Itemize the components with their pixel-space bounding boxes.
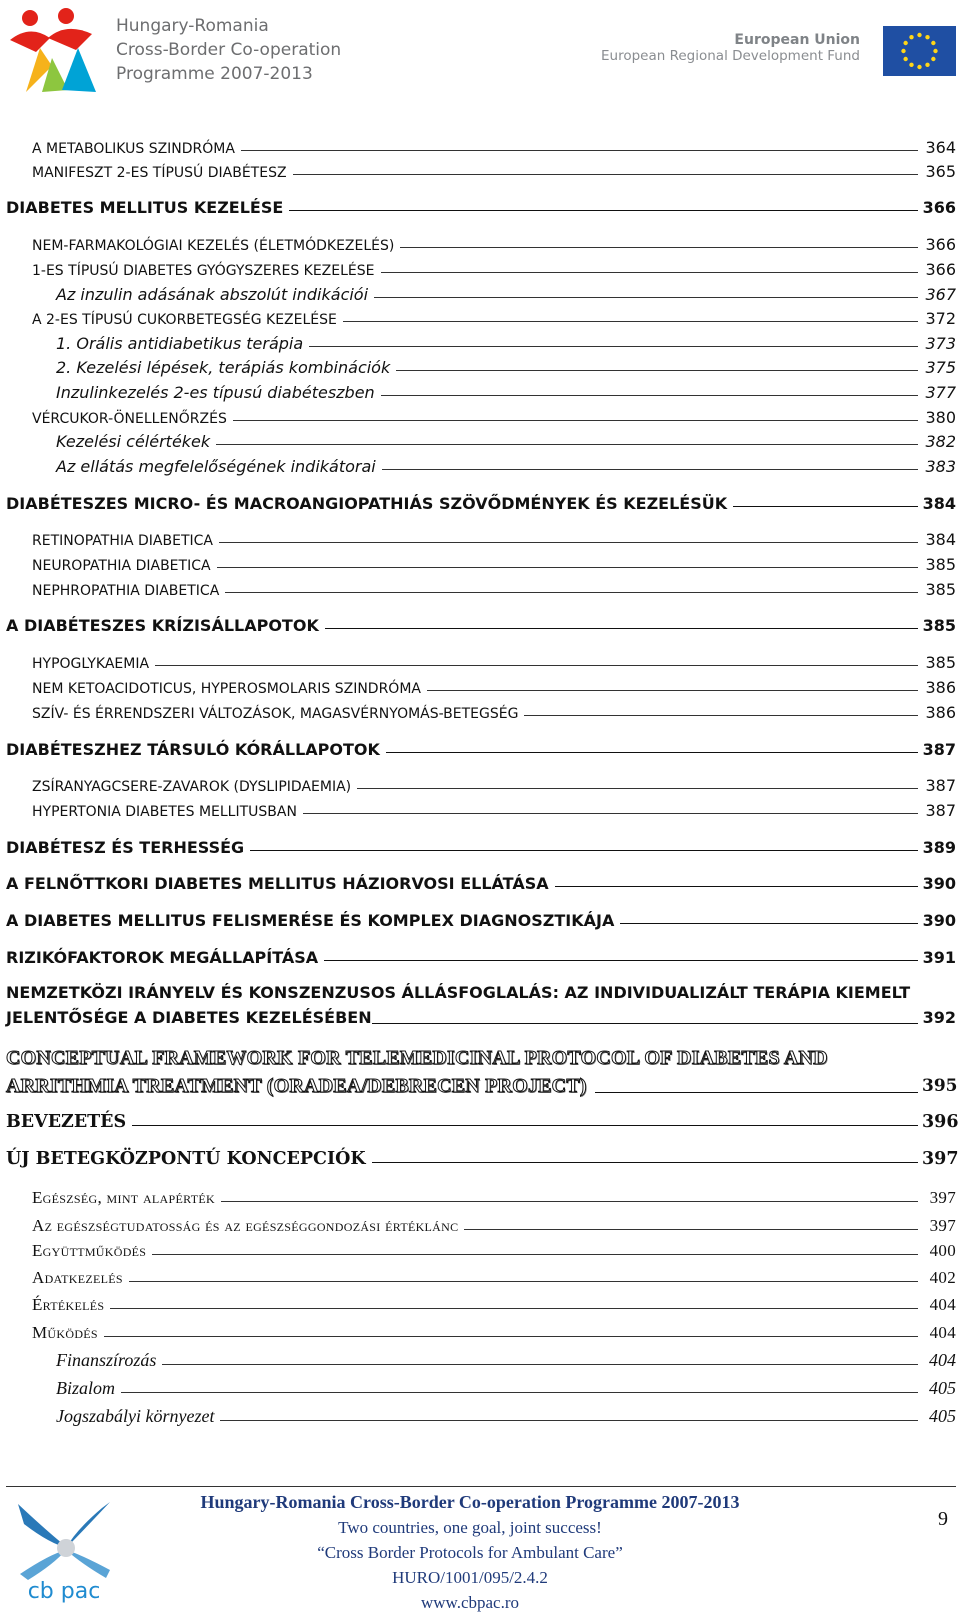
eu-star-icon <box>903 41 907 45</box>
toc-leader-line <box>132 1124 918 1126</box>
toc-entry[interactable] <box>6 616 956 635</box>
toc-entry[interactable] <box>6 530 956 549</box>
toc-leader-line <box>374 296 918 298</box>
toc-leader-line <box>324 959 918 961</box>
toc-entry-title: ÚJ BETEGKÖZPONTÚ KONCEPCIÓK <box>6 1149 366 1169</box>
toc-entry[interactable] <box>6 874 956 893</box>
toc-entry-page: 405 <box>929 1378 956 1398</box>
toc-entry-page: 387 <box>925 776 956 795</box>
toc-leader-line <box>396 369 918 371</box>
toc-entry-title: DIABÉTESZES MICRO- ÉS MACROANGIOPATHIÁS SZÖVŐDMÉNYEK ÉS KEZELÉSÜK <box>6 494 728 513</box>
toc-entry[interactable] <box>6 309 956 328</box>
footer-line-4: HURO/1001/095/2.4.2 <box>392 1568 548 1587</box>
cbpac-logo <box>10 1494 120 1604</box>
toc-entry-title: MANIFESZT 2-ES TÍPUSÚ DIABÉTESZ <box>32 165 287 181</box>
toc-entry-title: Az inzulin adásának abszolút indikációi <box>56 285 369 304</box>
toc-entry-title: DIABETES MELLITUS KEZELÉSE <box>6 198 284 217</box>
eu-star-icon <box>925 63 929 67</box>
toc-leader-line <box>162 1363 918 1365</box>
toc-entry-outlined[interactable] <box>6 1044 956 1100</box>
toc-entry[interactable] <box>6 408 956 427</box>
toc-entry-page: 377 <box>925 383 956 402</box>
toc-entry-page: 400 <box>929 1241 956 1260</box>
toc-entry[interactable] <box>6 1188 956 1208</box>
toc-leader-line <box>733 505 918 507</box>
toc-entry-title: Jogszabályi környezet <box>56 1406 215 1426</box>
toc-entry-title-line-2: ARRITHMIA TREATMENT (ORADEA/DEBRECEN PROJECT) <box>6 1075 587 1097</box>
toc-leader-line <box>129 1280 918 1282</box>
toc-entry[interactable] <box>6 1241 956 1261</box>
toc-entry-title: A METABOLIKUS SZINDRÓMA <box>32 141 235 157</box>
toc-entry-title: Egészség, mint alapérték <box>32 1188 215 1207</box>
toc-entry[interactable] <box>6 580 956 599</box>
toc-entry-title: Inzulinkezelés 2-es típusú diabéteszben <box>56 383 375 402</box>
toc-entry-page: 397 <box>929 1216 956 1235</box>
toc-entry-page: 366 <box>925 235 956 254</box>
toc-entry-page: 372 <box>925 309 956 328</box>
toc-entry-title-line-1: NEMZETKÖZI IRÁNYELV ÉS KONSZENZUSOS ÁLLÁSFOGLALÁS: AZ INDIVIDUALIZÁLT TERÁPIA KIEMELT <box>6 983 911 1002</box>
toc-leader-line <box>382 468 918 470</box>
toc-leader-line <box>289 209 918 211</box>
toc-entry-page: 386 <box>925 678 956 697</box>
page-number: 9 <box>938 1508 948 1530</box>
toc-entry-title: Az ellátás megfelelőségének indikátorai <box>56 457 376 476</box>
toc-entry[interactable] <box>6 1268 956 1288</box>
toc-entry-title: Együttműködés <box>32 1241 147 1260</box>
toc-entry-title: Bizalom <box>56 1378 116 1398</box>
toc-entry-page: 387 <box>922 740 956 759</box>
toc-entry-title: NEM KETOACIDOTICUS, HYPEROSMOLARIS SZINDRÓMA <box>32 681 421 697</box>
toc-entry-page: 375 <box>925 358 956 377</box>
eu-star-icon <box>917 33 921 37</box>
toc-entry-title: RIZIKÓFAKTOROK MEGÁLLAPÍTÁSA <box>6 948 319 967</box>
toc-entry-page: 397 <box>922 1149 959 1169</box>
toc-entry-title: DIABÉTESZHEZ TÁRSULÓ KÓRÁLLAPOTOK <box>6 740 380 759</box>
toc-entry-title: 1. Orális antidiabetikus terápia <box>56 334 304 353</box>
toc-leader-line <box>381 271 918 273</box>
toc-leader-line <box>620 922 918 924</box>
toc-leader-line <box>121 1391 918 1393</box>
toc-entry-page: 365 <box>925 162 956 181</box>
toc-entry[interactable] <box>6 838 956 857</box>
toc-entry-title: 1-ES TÍPUSÚ DIABETES GYÓGYSZERES KEZELÉSE <box>32 263 375 279</box>
eu-star-icon <box>917 65 921 69</box>
toc-entry[interactable] <box>6 703 956 722</box>
toc-entry-title: ZSÍRANYAGCSERE-ZAVAROK (DYSLIPIDAEMIA) <box>32 779 352 795</box>
toc-leader-line <box>343 320 918 322</box>
cbpac-logo-text: cb pac <box>27 1579 101 1604</box>
eu-star-icon <box>909 35 913 39</box>
toc-entry-page: 364 <box>925 138 956 157</box>
toc-entry-title: VÉRCUKOR-ÖNELLENŐRZÉS <box>32 411 227 427</box>
toc-leader-line <box>110 1307 918 1309</box>
toc-entry[interactable] <box>6 235 956 254</box>
eu-star-icon <box>925 35 929 39</box>
toc-entry[interactable] <box>6 162 956 181</box>
toc-leader-line <box>595 1092 918 1093</box>
programme-line-1: Hungary-Romania <box>116 16 269 36</box>
toc-entry-page: 380 <box>925 408 956 427</box>
footer-line-1: Hungary-Romania Cross-Border Co-operation Programme 2007-2013 <box>200 1492 740 1512</box>
toc-entry[interactable] <box>6 494 956 513</box>
toc-entry-title-line-2: JELENTŐSÉGE A DIABETES KEZELÉSÉBEN <box>6 1008 372 1027</box>
toc-entry[interactable] <box>6 740 956 759</box>
toc-entry-page: 385 <box>922 616 956 635</box>
toc-entry-title: Adatkezelés <box>32 1268 123 1287</box>
toc-entry-page: 383 <box>925 457 956 476</box>
toc-entry-title: NEPHROPATHIA DIABETICA <box>32 583 220 599</box>
toc-entry-page: 404 <box>929 1295 956 1314</box>
toc-leader-line <box>293 173 918 175</box>
toc-entry[interactable] <box>6 1350 956 1371</box>
toc-leader-line <box>372 1161 918 1163</box>
eu-flag-icon <box>883 26 956 76</box>
toc-entry[interactable] <box>6 260 956 279</box>
eu-star-icon <box>901 49 905 53</box>
toc-entry-title: SZÍV- ÉS ÉRRENDSZERI VÁLTOZÁSOK, MAGASVÉRNYOMÁS-BETEGSÉG <box>32 706 519 722</box>
toc-entry[interactable] <box>6 457 956 476</box>
toc-entry[interactable] <box>6 1112 959 1132</box>
toc-entry-title: NEM-FARMAKOLÓGIAI KEZELÉS (ÉLETMÓDKEZELÉS) <box>32 238 395 254</box>
toc-leader-line <box>381 394 918 396</box>
hungary-romania-programme-logo <box>6 4 106 94</box>
toc-entry-page: 373 <box>925 334 956 353</box>
toc-entry[interactable] <box>6 911 956 930</box>
toc-leader-line <box>309 345 918 347</box>
toc-entry-title: Működés <box>32 1323 98 1342</box>
toc-entry-page: 385 <box>925 653 956 672</box>
toc-leader-line <box>241 149 918 151</box>
toc-entry[interactable] <box>6 334 956 353</box>
toc-entry-title: A DIABÉTESZES KRÍZISÁLLAPOTOK <box>6 616 319 635</box>
toc-leader-line <box>217 566 918 568</box>
toc-entry-page: 404 <box>929 1323 956 1342</box>
toc-leader-line <box>386 751 918 753</box>
toc-entry[interactable] <box>6 653 956 672</box>
toc-entry-title: A 2-ES TÍPUSÚ CUKORBETEGSÉG KEZELÉSE <box>32 312 337 328</box>
toc-entry-title-line-1: CONCEPTUAL FRAMEWORK FOR TELEMEDICINAL PROTOCOL OF DIABETES AND <box>6 1047 828 1069</box>
toc-entry-page: 385 <box>925 555 956 574</box>
eu-star-icon <box>909 63 913 67</box>
toc-entry-title: Értékelés <box>32 1295 105 1314</box>
toc-entry[interactable] <box>6 801 956 820</box>
toc-entry-title: Finanszírozás <box>56 1350 157 1370</box>
toc-entry-page: 397 <box>929 1188 956 1207</box>
toc-entry-page: 384 <box>925 530 956 549</box>
footer-divider <box>6 1486 956 1487</box>
toc-entry[interactable] <box>6 555 956 574</box>
toc-leader-line <box>152 1253 918 1255</box>
toc-leader-line <box>221 1200 918 1202</box>
toc-entry-page: 390 <box>922 911 956 930</box>
toc-leader-line <box>357 787 918 789</box>
toc-entry-title: A FELNŐTTKORI DIABETES MELLITUS HÁZIORVOSI ELLÁTÁSA <box>6 874 549 893</box>
toc-entry[interactable] <box>6 198 956 217</box>
toc-entry-title: BEVEZETÉS <box>6 1112 127 1132</box>
toc-leader-line <box>219 541 918 543</box>
toc-entry-title: A DIABETES MELLITUS FELISMERÉSE ÉS KOMPLEX DIAGNOSZTIKÁJA <box>6 911 615 930</box>
programme-name <box>116 14 341 86</box>
toc-entry-page: 382 <box>925 432 956 451</box>
programme-line-2: Cross-Border Co-operation <box>116 40 342 60</box>
toc-entry[interactable] <box>6 1149 959 1169</box>
toc-entry[interactable] <box>6 678 956 697</box>
toc-entry[interactable] <box>6 285 956 304</box>
toc-leader-line <box>225 591 918 593</box>
toc-entry-title: DIABÉTESZ ÉS TERHESSÉG <box>6 838 245 857</box>
toc-entry-title: Az egészségtudatosság és az egészséggondozási értéklánc <box>32 1216 459 1235</box>
toc-entry-page: 392 <box>922 1008 956 1027</box>
toc-entry-page: 386 <box>925 703 956 722</box>
toc-entry-title: HYPERTONIA DIABETES MELLITUSBAN <box>32 804 297 820</box>
toc-leader-line <box>250 849 918 851</box>
toc-entry[interactable] <box>6 432 956 451</box>
toc-entry-page: 389 <box>922 838 956 857</box>
toc-leader-line <box>400 246 918 248</box>
eu-funding-text <box>601 32 860 64</box>
toc-entry-page: 366 <box>925 260 956 279</box>
eu-star-icon <box>931 57 935 61</box>
toc-leader-line <box>427 689 918 691</box>
footer-line-5: www.cbpac.ro <box>420 1593 520 1612</box>
programme-line-3: Programme 2007-2013 <box>116 64 313 84</box>
toc-leader-line <box>216 443 918 445</box>
toc-leader-line <box>233 419 918 421</box>
toc-leader-line <box>220 1419 918 1421</box>
footer-line-3: “Cross Border Protocols for Ambulant Care” <box>317 1543 623 1562</box>
toc-entry[interactable] <box>6 383 956 402</box>
footer-line-2: Two countries, one goal, joint success! <box>338 1518 602 1537</box>
page-header <box>0 0 960 100</box>
toc-leader-line <box>104 1335 918 1337</box>
eu-star-icon <box>931 41 935 45</box>
toc-entry-page: 395 <box>922 1076 958 1096</box>
toc-leader-line <box>155 664 918 666</box>
toc-entry-page: 387 <box>925 801 956 820</box>
toc-entry-page: 366 <box>922 198 956 217</box>
toc-entry-title: Kezelési célértékek <box>56 432 211 451</box>
toc-entry-page: 390 <box>922 874 956 893</box>
toc-entry[interactable] <box>6 1216 956 1236</box>
toc-entry[interactable] <box>6 1378 956 1399</box>
toc-leader-line <box>524 714 918 716</box>
toc-leader-line <box>325 627 918 629</box>
toc-entry[interactable] <box>6 1323 956 1343</box>
toc-entry[interactable] <box>6 1406 956 1427</box>
footer-text <box>140 1490 800 1615</box>
toc-entry[interactable] <box>6 138 956 157</box>
toc-entry-title: NEUROPATHIA DIABETICA <box>32 558 211 574</box>
eu-star-icon <box>903 57 907 61</box>
eu-line-2: European Regional Development Fund <box>600 48 860 64</box>
toc-entry[interactable] <box>6 776 956 795</box>
toc-entry-page: 367 <box>925 285 956 304</box>
toc-entry-page: 396 <box>922 1112 959 1132</box>
toc-entry-page: 391 <box>922 948 956 967</box>
toc-entry-page: 384 <box>922 494 956 513</box>
toc-leader-line <box>464 1228 918 1230</box>
eu-star-icon <box>933 49 937 53</box>
toc-entry-page: 385 <box>925 580 956 599</box>
toc-entry-page: 404 <box>929 1350 956 1370</box>
toc-entry-title: HYPOGLYKAEMIA <box>32 656 150 672</box>
toc-leader-line <box>303 812 918 814</box>
toc-entry[interactable] <box>6 1295 956 1315</box>
toc-entry-page: 402 <box>929 1268 956 1287</box>
toc-leader-line <box>372 1023 918 1024</box>
toc-entry-title: 2. Kezelési lépések, terápiás kombinációk <box>56 358 391 377</box>
toc-entry-page: 405 <box>929 1406 956 1426</box>
toc-entry[interactable] <box>6 948 956 967</box>
toc-leader-line <box>555 885 918 887</box>
toc-entry[interactable] <box>6 358 956 377</box>
toc-entry-multiline[interactable] <box>6 980 956 1030</box>
eu-line-1: European Union <box>734 32 860 48</box>
toc-entry-title: RETINOPATHIA DIABETICA <box>32 533 213 549</box>
